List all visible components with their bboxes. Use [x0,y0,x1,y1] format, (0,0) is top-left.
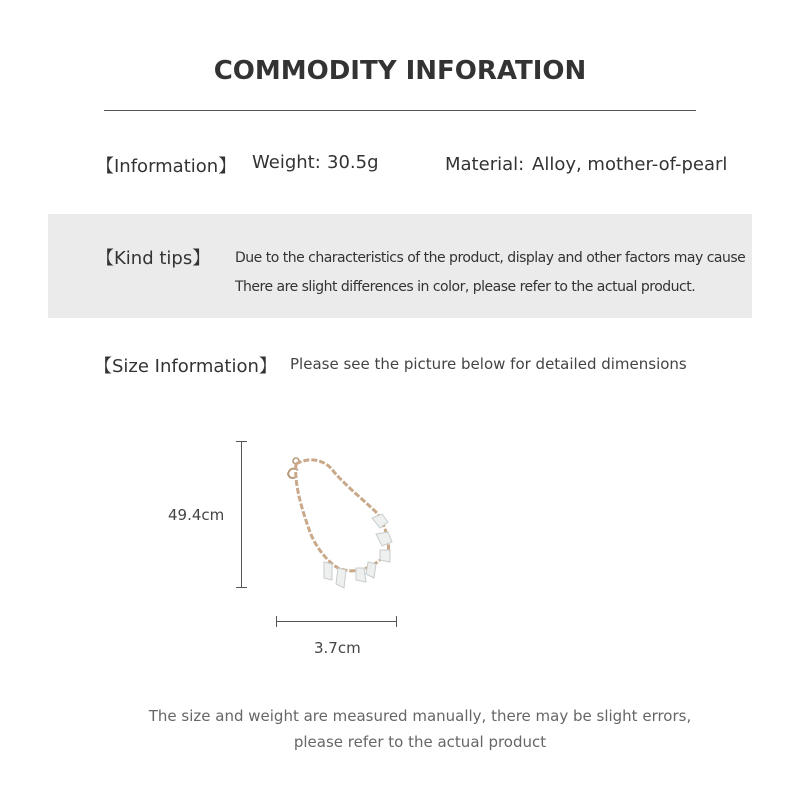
pearl-piece [336,568,346,588]
width-dimension-cap-right [396,616,397,627]
kind-tips-line-2: There are slight differences in color, please refer to the actual product. [235,279,696,295]
pearl-piece [324,562,332,580]
necklace-image [276,450,416,600]
height-dimension-cap-bottom [236,587,247,588]
height-dimension-line [241,441,242,587]
size-information-row [94,352,774,380]
pearl-piece [356,568,366,582]
title-divider [104,110,696,111]
necklace-chain-inner [296,464,380,571]
information-row [96,152,756,180]
information-label: 【Information】 [96,156,237,177]
disclaimer-footer [0,703,800,755]
pearl-piece [372,514,388,528]
material-value: Alloy, mother-of-pearl [532,154,728,175]
height-dimension-label: 49.4cm [168,506,225,524]
pearl-piece [366,562,376,578]
kind-tips-label: 【Kind tips】 [96,248,211,269]
kind-tips-line-1: Due to the characteristics of the product, display and other factors may cause [235,250,746,266]
page-title: COMMODITY INFORATION [213,56,587,86]
width-dimension-cap-left [276,616,277,627]
weight-value: 30.5g [327,152,379,173]
material-label: Material: [445,154,525,175]
width-dimension-label: 3.7cm [314,639,361,657]
size-information-label: 【Size Information】 [94,356,277,377]
height-dimension-cap-top [236,441,247,442]
width-dimension-line [276,621,397,622]
kind-tips-text [235,244,745,302]
pearl-piece [380,550,390,562]
size-information-note: Please see the picture below for detailed dimensions [290,355,687,373]
necklace-chain-outer [296,460,389,554]
kind-tips-band [48,214,752,318]
disclaimer-line-2: please refer to the actual product [293,733,547,751]
disclaimer-line-1: The size and weight are measured manually, there may be slight errors, [148,707,692,725]
weight-label: Weight: [252,152,321,173]
pearl-piece [376,532,392,546]
